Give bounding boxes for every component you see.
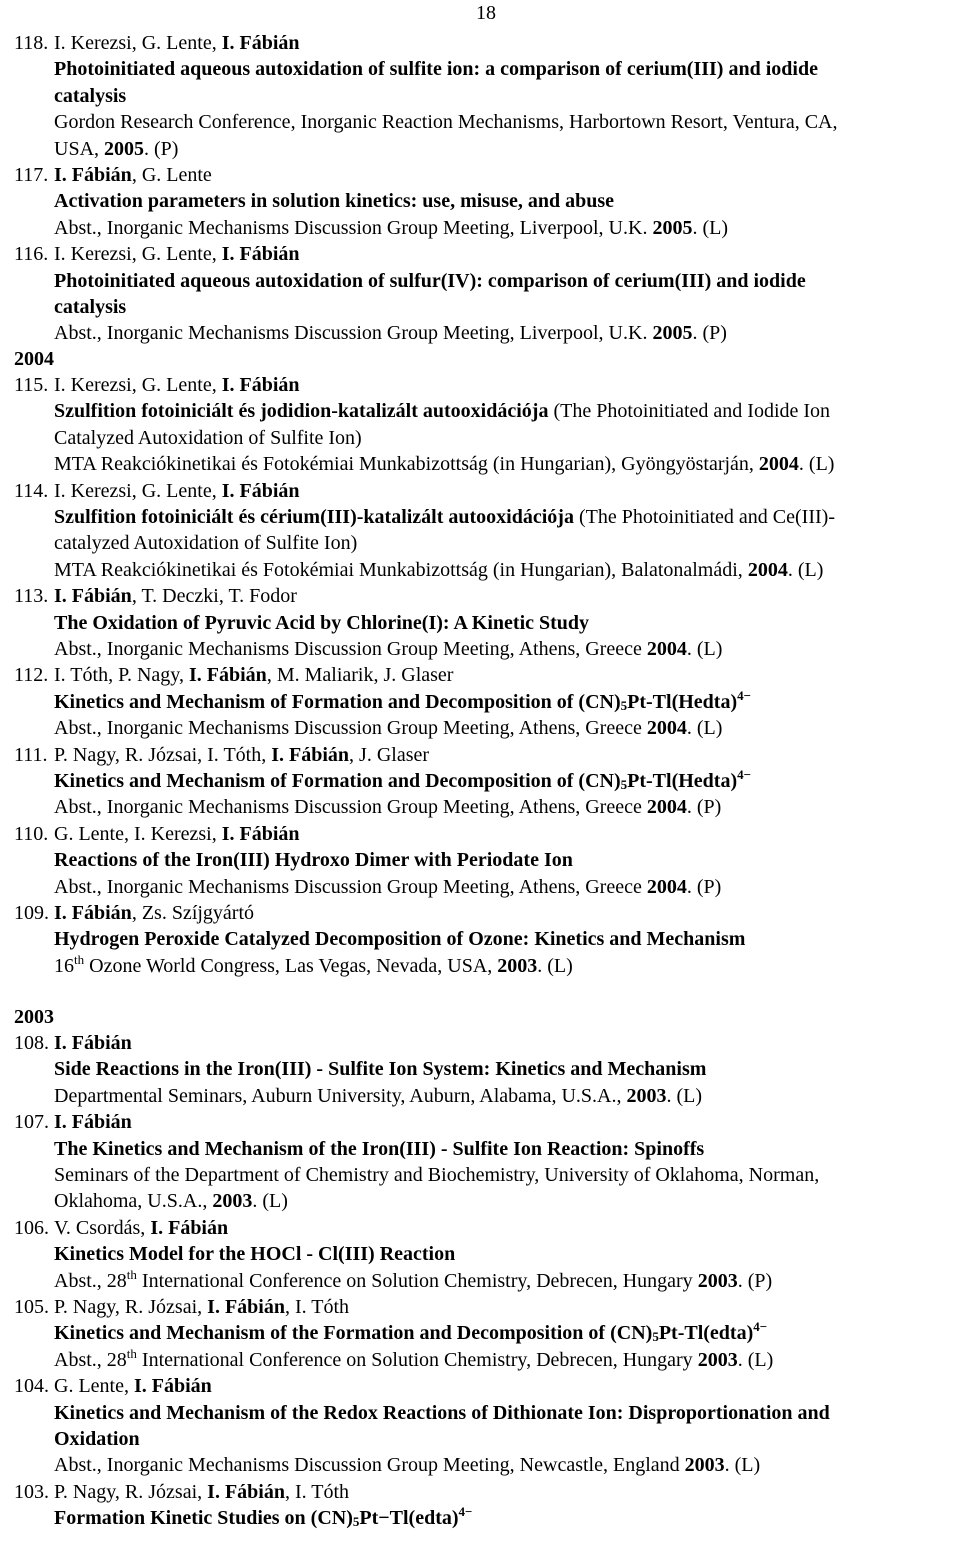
text-run: . (L) bbox=[252, 1190, 288, 1213]
entry-venue-line bbox=[0, 1188, 960, 1214]
page-number: 18 bbox=[476, 2, 496, 24]
text-run: 5 bbox=[620, 697, 628, 713]
entry-title-line bbox=[0, 398, 960, 424]
entry-authors-line bbox=[0, 1109, 960, 1135]
text-run: , I. Tóth bbox=[284, 1296, 350, 1318]
publication-entry bbox=[0, 821, 960, 900]
text-run: , I. Tóth bbox=[284, 1480, 350, 1503]
entry-title bbox=[54, 83, 126, 109]
entry-number: 114. bbox=[14, 479, 49, 502]
entry-authors bbox=[54, 1373, 212, 1399]
entry-venue-line bbox=[0, 636, 960, 662]
entry-venue bbox=[54, 320, 727, 346]
entry-venue bbox=[54, 715, 722, 741]
entry-authors bbox=[54, 162, 212, 188]
entry-venue bbox=[54, 1083, 702, 1109]
text-run: , G. Lente bbox=[131, 164, 212, 186]
text-run: I. Fábián bbox=[221, 32, 300, 54]
publication-entry bbox=[0, 30, 960, 162]
text-run: I. Fábián bbox=[207, 1480, 285, 1503]
text-run: Kinetics Model for the HOCl - Cl(III) Reaction bbox=[54, 1243, 456, 1266]
text-run: Abst., Inorganic Mechanisms Discussion Group Meeting, Liverpool, U.K. bbox=[54, 322, 653, 345]
text-run: The Oxidation of Pyruvic Acid by Chlorine(I): A Kinetic Study bbox=[54, 611, 590, 634]
entry-authors bbox=[54, 1479, 349, 1505]
entry-authors-line bbox=[0, 662, 960, 688]
entry-venue bbox=[54, 557, 823, 583]
text-run: I. Fábián bbox=[54, 164, 132, 186]
text-run: 2005 bbox=[652, 322, 693, 345]
text-run: Oklahoma, U.S.A., bbox=[54, 1190, 213, 1213]
entry-authors-line bbox=[0, 1215, 960, 1241]
text-run: 2004 bbox=[646, 796, 687, 819]
entry-title-line bbox=[0, 1320, 960, 1346]
text-run: Pt-Tl(Hedta) bbox=[627, 769, 738, 792]
entry-authors-line bbox=[0, 821, 960, 847]
text-run: I. Kerezsi, G. Lente, bbox=[54, 243, 222, 266]
entry-venue-line bbox=[0, 1083, 960, 1109]
entry-venue bbox=[54, 1347, 773, 1373]
entry-venue-line bbox=[0, 874, 960, 900]
text-run: . (L) bbox=[787, 558, 824, 581]
entry-venue bbox=[54, 794, 721, 820]
text-run: 4− bbox=[737, 687, 752, 703]
entry-authors-line bbox=[0, 1373, 960, 1399]
entry-venue bbox=[54, 1452, 760, 1478]
text-run: . (L) bbox=[724, 1454, 761, 1477]
entry-title bbox=[54, 1136, 704, 1162]
text-run: 2004 bbox=[747, 558, 788, 581]
text-run: Kinetics and Mechanism of Formation and Decomposition of (CN) bbox=[54, 769, 621, 792]
entry-number: 118. bbox=[14, 32, 49, 54]
text-run: I. Fábián bbox=[221, 243, 300, 266]
text-run: th bbox=[126, 1266, 137, 1282]
text-run: I. Fábián bbox=[54, 1032, 132, 1054]
entry-title-line bbox=[0, 294, 960, 320]
text-run: 4− bbox=[737, 766, 752, 782]
text-run: 2003 bbox=[697, 1269, 738, 1292]
text-run: . (P) bbox=[686, 796, 722, 819]
entry-title-line bbox=[0, 83, 960, 109]
publication-entry bbox=[0, 162, 960, 241]
text-run: . (P) bbox=[686, 875, 722, 898]
text-run: P. Nagy, R. Józsai, I. Tóth, bbox=[54, 743, 272, 766]
text-run: Photoinitiated aqueous autoxidation of sulfite ion: a comparison of cerium(III) and iodide bbox=[54, 58, 818, 81]
entry-venue-line bbox=[0, 794, 960, 820]
entry-authors-line bbox=[0, 583, 960, 609]
entry-number: 115. bbox=[14, 374, 49, 396]
entry-authors bbox=[54, 742, 429, 768]
entry-title-line bbox=[0, 1400, 960, 1426]
entry-title bbox=[54, 1241, 455, 1267]
entry-venue-line bbox=[0, 451, 960, 477]
entry-number: 116. bbox=[14, 243, 49, 266]
text-run: USA, bbox=[54, 137, 105, 160]
entry-title-line bbox=[0, 689, 960, 715]
text-run: I. Fábián bbox=[133, 1375, 212, 1398]
text-run: Gordon Research Conference, Inorganic Reaction Mechanisms, Harbortown Resort, Ventura, CA, bbox=[54, 111, 838, 134]
entry-title bbox=[54, 1320, 767, 1346]
entry-authors-line bbox=[0, 30, 960, 56]
text-run: Abst., Inorganic Mechanisms Discussion Group Meeting, Liverpool, U.K. bbox=[54, 216, 653, 239]
entry-venue-line bbox=[0, 320, 960, 346]
publication-entry bbox=[0, 478, 960, 584]
publication-entry bbox=[0, 1215, 960, 1294]
entry-title-line bbox=[0, 504, 960, 530]
text-run: (The Photoinitiated and Iodide Ion bbox=[548, 400, 831, 423]
entry-authors-line bbox=[0, 900, 960, 926]
entry-authors bbox=[54, 372, 300, 398]
text-run: , Zs. Szíjgyártó bbox=[131, 902, 255, 924]
entry-title bbox=[54, 188, 614, 214]
entry-authors bbox=[54, 662, 453, 688]
text-run: . (L) bbox=[686, 637, 723, 660]
text-run: 2004 bbox=[646, 875, 687, 898]
entry-venue bbox=[54, 451, 834, 477]
text-run: Reactions of the Iron(III) Hydroxo Dimer with Periodate Ion bbox=[54, 849, 573, 872]
text-run: Kinetics and Mechanism of Formation and Decomposition of (CN) bbox=[54, 690, 621, 713]
year-heading: 2003 bbox=[14, 1005, 54, 1028]
entry-venue-line bbox=[0, 1452, 960, 1478]
text-run: MTA Reakciókinetikai és Fotokémiai Munkabizottság (in Hungarian), Balatonalmádi, bbox=[54, 558, 748, 581]
publication-entry bbox=[0, 662, 960, 741]
entry-title-line bbox=[0, 847, 960, 873]
entry-venue bbox=[54, 953, 573, 979]
entry-title-line bbox=[0, 56, 960, 82]
text-run: Formation Kinetic Studies on (CN) bbox=[54, 1507, 353, 1530]
entry-title-line bbox=[0, 610, 960, 636]
entry-authors-line bbox=[0, 162, 960, 188]
entry-title bbox=[54, 847, 573, 873]
publication-entry bbox=[0, 583, 960, 662]
entry-title-line bbox=[0, 268, 960, 294]
text-run: P. Nagy, R. Józsai, bbox=[54, 1296, 208, 1318]
text-run: Activation parameters in solution kinetics: use, misuse, and abuse bbox=[54, 190, 615, 213]
text-run: Kinetics and Mechanism of the Formation and Decomposition of (CN) bbox=[54, 1322, 653, 1345]
entry-title-line bbox=[0, 926, 960, 952]
text-run: Seminars of the Department of Chemistry and Biochemistry, University of Oklahoma, Norman, bbox=[54, 1163, 820, 1186]
entry-venue bbox=[54, 1188, 288, 1214]
entry-title bbox=[54, 504, 835, 530]
text-run: I. Fábián bbox=[271, 743, 350, 766]
entry-title-line bbox=[0, 1056, 960, 1082]
entry-authors bbox=[54, 478, 300, 504]
entry-venue-line bbox=[0, 1162, 960, 1188]
text-run: . (L) bbox=[537, 954, 573, 977]
entry-authors bbox=[54, 821, 300, 847]
text-run: Abst., 28 bbox=[54, 1269, 127, 1292]
publication-entry bbox=[0, 1294, 960, 1373]
publication-entry bbox=[0, 372, 960, 478]
entry-title bbox=[54, 268, 806, 294]
text-run: , J. Glaser bbox=[349, 743, 430, 766]
entry-authors-line bbox=[0, 1030, 960, 1056]
entry-title bbox=[54, 1426, 140, 1452]
text-run: . (L) bbox=[666, 1084, 703, 1107]
entry-title bbox=[54, 768, 751, 794]
text-run: 2003 bbox=[697, 1348, 738, 1371]
entry-authors bbox=[54, 30, 300, 56]
entry-title-line bbox=[0, 425, 960, 451]
entry-venue-line bbox=[0, 215, 960, 241]
text-run: th bbox=[74, 951, 85, 967]
text-run: Pt−Tl(edta) bbox=[359, 1507, 459, 1530]
text-run: , M. Maliarik, J. Glaser bbox=[266, 664, 454, 687]
entry-number: 112. bbox=[14, 664, 49, 687]
entry-venue-line bbox=[0, 715, 960, 741]
text-run: Departmental Seminars, Auburn University, Auburn, Alabama, U.S.A., bbox=[54, 1084, 627, 1107]
text-run: 2005 bbox=[104, 137, 145, 160]
entry-title-line bbox=[0, 1505, 960, 1531]
entry-title bbox=[54, 610, 589, 636]
text-run: Side Reactions in the Iron(III) - Sulfite Ion System: Kinetics and Mechanism bbox=[54, 1058, 707, 1081]
text-run: Oxidation bbox=[54, 1427, 140, 1450]
entry-venue-line bbox=[0, 953, 960, 979]
entry-authors-line bbox=[0, 372, 960, 398]
entry-venue-line bbox=[0, 136, 960, 162]
entry-venue bbox=[54, 874, 721, 900]
year-heading: 2004 bbox=[14, 347, 54, 370]
text-run: 4− bbox=[753, 1319, 768, 1335]
entry-number: 117. bbox=[14, 164, 49, 186]
text-run: The Kinetics and Mechanism of the Iron(III) - Sulfite Ion Reaction: Spinoffs bbox=[54, 1137, 705, 1160]
text-run: . (P) bbox=[144, 137, 179, 160]
text-run: 2004 bbox=[646, 717, 687, 740]
text-run: Ozone World Congress, Las Vegas, Nevada, USA, bbox=[84, 954, 498, 977]
text-run: 16 bbox=[54, 954, 74, 977]
entry-title bbox=[54, 56, 818, 82]
entry-venue bbox=[54, 109, 838, 135]
text-run: I. Fábián bbox=[54, 1111, 132, 1134]
text-run: Abst., 28 bbox=[54, 1348, 127, 1371]
text-run: 2004 bbox=[646, 637, 687, 660]
text-run: I. Fábián bbox=[189, 664, 267, 687]
text-run: 2005 bbox=[652, 216, 693, 239]
entry-title bbox=[54, 294, 126, 320]
publication-entry bbox=[0, 241, 960, 347]
entry-authors-line bbox=[0, 742, 960, 768]
entry-authors bbox=[54, 583, 297, 609]
entry-authors bbox=[54, 241, 300, 267]
text-run: 5 bbox=[620, 776, 628, 792]
text-run: . (L) bbox=[686, 717, 723, 740]
entry-venue bbox=[54, 1162, 819, 1188]
text-run: Abst., Inorganic Mechanisms Discussion Group Meeting, Athens, Greece bbox=[54, 796, 647, 819]
text-run: I. Fábián bbox=[221, 479, 300, 502]
text-run: Abst., Inorganic Mechanisms Discussion Group Meeting, Athens, Greece bbox=[54, 717, 647, 740]
entry-authors bbox=[54, 1215, 228, 1241]
text-run: P. Nagy, R. Józsai, bbox=[54, 1480, 208, 1503]
text-run: Catalyzed Autoxidation of Sulfite Ion) bbox=[54, 426, 362, 449]
entry-number: 113. bbox=[14, 585, 49, 608]
publication-entry bbox=[0, 1373, 960, 1479]
text-run: I. Tóth, P. Nagy, bbox=[54, 664, 189, 687]
text-run: I. Kerezsi, G. Lente, bbox=[54, 374, 222, 396]
entry-number: 104. bbox=[14, 1375, 49, 1398]
text-run: I. Fábián bbox=[54, 902, 132, 924]
entry-authors bbox=[54, 900, 254, 926]
entry-venue bbox=[54, 1268, 772, 1294]
text-run: Photoinitiated aqueous autoxidation of sulfur(IV): comparison of cerium(III) and iodide bbox=[54, 269, 806, 292]
entry-title bbox=[54, 1400, 830, 1426]
text-run: 2003 bbox=[497, 954, 538, 977]
text-run: , T. Deczki, T. Fodor bbox=[131, 585, 297, 608]
text-run: Hydrogen Peroxide Catalyzed Decomposition of Ozone: Kinetics and Mechanism bbox=[54, 928, 746, 951]
text-run: Abst., Inorganic Mechanisms Discussion Group Meeting, Athens, Greece bbox=[54, 875, 647, 898]
text-run: th bbox=[126, 1345, 137, 1361]
text-run: catalysis bbox=[54, 84, 127, 107]
entry-title bbox=[54, 926, 745, 952]
text-run: catalysis bbox=[54, 295, 127, 318]
text-run: I. Fábián bbox=[150, 1216, 229, 1239]
text-run: International Conference on Solution Chemistry, Debrecen, Hungary bbox=[136, 1348, 698, 1371]
text-run: G. Lente, bbox=[54, 1375, 134, 1398]
entry-authors-line bbox=[0, 1294, 960, 1320]
entry-authors-line bbox=[0, 241, 960, 267]
entry-title-line bbox=[0, 1241, 960, 1267]
text-run: 5 bbox=[652, 1329, 659, 1345]
entry-title bbox=[54, 1056, 706, 1082]
entry-number: 109. bbox=[14, 902, 49, 924]
entry-venue-line bbox=[0, 1347, 960, 1373]
publication-entry bbox=[0, 900, 960, 979]
entry-venue-line bbox=[0, 1268, 960, 1294]
text-run: Pt-Tl(Hedta) bbox=[627, 690, 738, 713]
entry-number: 105. bbox=[14, 1296, 49, 1318]
text-run: I. Fábián bbox=[221, 822, 300, 845]
text-run: G. Lente, I. Kerezsi, bbox=[54, 822, 222, 845]
text-run: 2003 bbox=[626, 1084, 667, 1107]
text-run: . (L) bbox=[692, 216, 728, 239]
entry-authors-line bbox=[0, 478, 960, 504]
entry-number: 106. bbox=[14, 1216, 49, 1239]
publication-entry bbox=[0, 1109, 960, 1215]
text-run: I. Fábián bbox=[54, 585, 132, 608]
text-run: I. Fábián bbox=[207, 1296, 285, 1318]
text-run: 2003 bbox=[684, 1454, 725, 1477]
entry-title bbox=[54, 1505, 472, 1531]
entry-authors bbox=[54, 1294, 349, 1320]
text-run: Szulfition fotoiniciált és jodidion-katalizált autooxidációja bbox=[54, 400, 549, 423]
text-run: I. Kerezsi, G. Lente, bbox=[54, 32, 222, 54]
entry-title-line bbox=[0, 1426, 960, 1452]
entry-number: 107. bbox=[14, 1111, 49, 1134]
entry-title-line bbox=[0, 768, 960, 794]
text-run: Abst., Inorganic Mechanisms Discussion Group Meeting, Newcastle, England bbox=[54, 1454, 685, 1477]
publication-entry bbox=[0, 1479, 960, 1532]
text-run: Pt-Tl(edta) bbox=[658, 1322, 754, 1345]
entry-venue bbox=[54, 636, 722, 662]
text-run: . (P) bbox=[692, 322, 727, 345]
entry-venue-line bbox=[0, 109, 960, 135]
text-run: catalyzed Autoxidation of Sulfite Ion) bbox=[54, 532, 358, 555]
text-run: International Conference on Solution Chemistry, Debrecen, Hungary bbox=[136, 1269, 698, 1292]
text-run: I. Kerezsi, G. Lente, bbox=[54, 479, 222, 502]
entry-title-line bbox=[0, 530, 960, 556]
entry-title-line bbox=[0, 188, 960, 214]
text-run: I. Fábián bbox=[221, 374, 300, 396]
entry-number: 103. bbox=[14, 1480, 49, 1503]
entry-authors bbox=[54, 1109, 132, 1135]
text-run: 5 bbox=[352, 1514, 360, 1530]
text-run: . (P) bbox=[737, 1269, 773, 1292]
text-run: Kinetics and Mechanism of the Redox Reactions of Dithionate Ion: Disproportionation and bbox=[54, 1401, 830, 1424]
text-run: 2003 bbox=[212, 1190, 253, 1213]
text-run: Szulfition fotoiniciált és cérium(III)-katalizált autooxidációja bbox=[54, 505, 574, 528]
text-run: (The Photoinitiated and Ce(III)- bbox=[573, 505, 835, 528]
publication-entry bbox=[0, 1030, 960, 1109]
entry-title bbox=[54, 398, 830, 424]
text-run: 4− bbox=[458, 1504, 473, 1520]
entry-venue bbox=[54, 215, 728, 241]
entry-number: 111. bbox=[14, 743, 48, 766]
text-run: 2004 bbox=[758, 453, 799, 476]
entry-authors bbox=[54, 1030, 132, 1056]
entry-title bbox=[54, 425, 362, 451]
entry-title-line bbox=[0, 1136, 960, 1162]
text-run: . (L) bbox=[798, 453, 835, 476]
text-run: V. Csordás, bbox=[54, 1216, 151, 1239]
entry-number: 108. bbox=[14, 1032, 49, 1054]
text-run: Abst., Inorganic Mechanisms Discussion Group Meeting, Athens, Greece bbox=[54, 637, 647, 660]
text-run: MTA Reakciókinetikai és Fotokémiai Munkabizottság (in Hungarian), Gyöngyöstarján, bbox=[54, 453, 759, 476]
entry-venue-line bbox=[0, 557, 960, 583]
publication-entry bbox=[0, 742, 960, 821]
entry-title bbox=[54, 689, 751, 715]
entry-number: 110. bbox=[14, 822, 49, 845]
entry-title bbox=[54, 530, 357, 556]
entry-venue bbox=[54, 136, 178, 162]
text-run: . (L) bbox=[737, 1348, 774, 1371]
entry-authors-line bbox=[0, 1479, 960, 1505]
